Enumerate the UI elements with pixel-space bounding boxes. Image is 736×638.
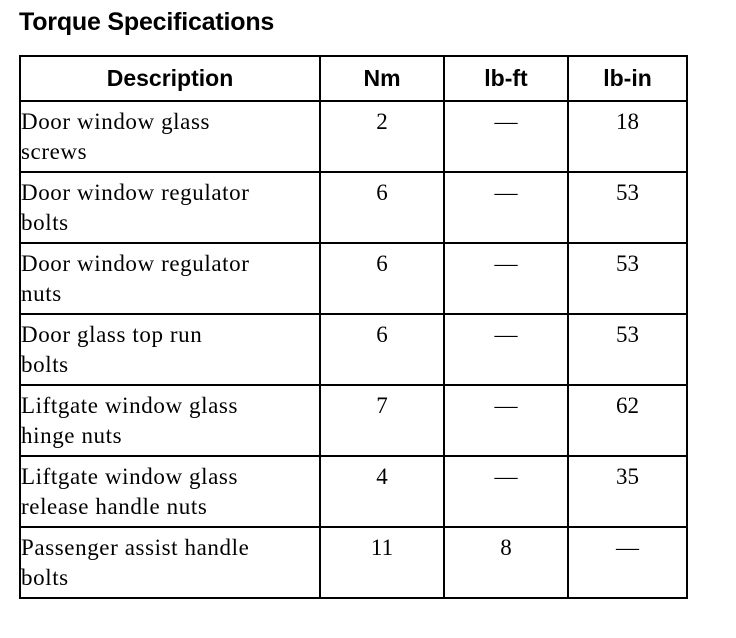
description-line: Passenger assist handle (21, 535, 250, 560)
lbft-cell: — (444, 172, 568, 243)
torque-spec-table (19, 55, 688, 599)
description-line: Liftgate window glass (21, 393, 239, 418)
description-cell (20, 101, 320, 172)
nm-cell: 11 (320, 527, 444, 598)
table-row (20, 172, 687, 243)
description-cell (20, 314, 320, 385)
lbin-cell: — (568, 527, 687, 598)
nm-cell: 7 (320, 385, 444, 456)
lbin-cell: 62 (568, 385, 687, 456)
lbft-cell: — (444, 314, 568, 385)
table-row (20, 243, 687, 314)
column-header-nm: Nm (320, 56, 444, 101)
lbin-cell: 18 (568, 101, 687, 172)
lbin-cell: 53 (568, 314, 687, 385)
description-cell (20, 456, 320, 527)
lbin-cell: 53 (568, 172, 687, 243)
description-line: bolts (21, 210, 69, 235)
lbft-cell: — (444, 243, 568, 314)
lbft-cell: — (444, 456, 568, 527)
description-line: bolts (21, 352, 69, 377)
column-header-lbin: lb-in (568, 56, 687, 101)
description-cell (20, 527, 320, 598)
lbin-cell: 53 (568, 243, 687, 314)
description-line: Door window regulator (21, 180, 250, 205)
table-row (20, 456, 687, 527)
nm-cell: 6 (320, 172, 444, 243)
description-line: bolts (21, 565, 69, 590)
description-line: Door window glass (21, 109, 211, 134)
nm-cell: 6 (320, 314, 444, 385)
table-header-row (20, 56, 687, 101)
nm-cell: 6 (320, 243, 444, 314)
table-row (20, 101, 687, 172)
page-title: Torque Specifications (19, 8, 275, 36)
column-header-lbft: lb-ft (444, 56, 568, 101)
description-line: Door glass top run (21, 322, 203, 347)
column-header-description: Description (20, 56, 320, 101)
lbft-cell: — (444, 101, 568, 172)
lbin-cell: 35 (568, 456, 687, 527)
description-line: hinge nuts (21, 423, 123, 448)
description-cell (20, 172, 320, 243)
description-line: screws (21, 139, 88, 164)
lbft-cell: — (444, 385, 568, 456)
table-row (20, 527, 687, 598)
lbft-cell: 8 (444, 527, 568, 598)
nm-cell: 4 (320, 456, 444, 527)
table-row (20, 385, 687, 456)
description-cell (20, 385, 320, 456)
description-line: release handle nuts (21, 494, 208, 519)
description-line: Door window regulator (21, 251, 250, 276)
description-line: nuts (21, 281, 62, 306)
description-cell (20, 243, 320, 314)
table-row (20, 314, 687, 385)
description-line: Liftgate window glass (21, 464, 239, 489)
nm-cell: 2 (320, 101, 444, 172)
